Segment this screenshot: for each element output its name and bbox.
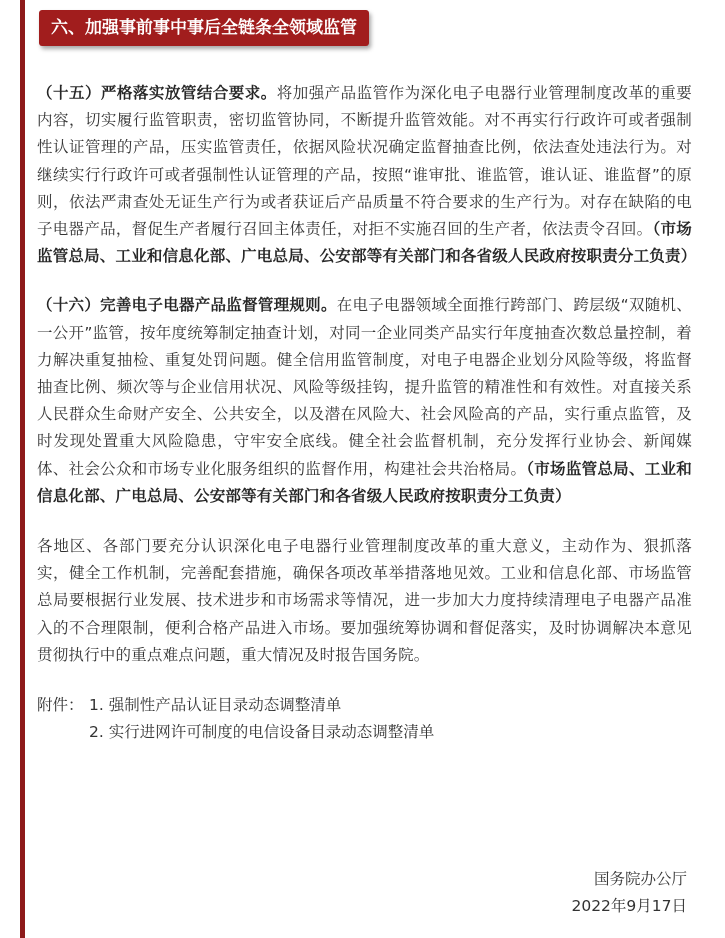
item-16-body: 在电子电器领域全面推行跨部门、跨层级“双随机、一公开”监管，按年度统筹制定抽查计划，对同一企业同类产品实行年度抽查次数总量控制，着力解决重复抽检、重复处罚问题。健全信用监管制度，对电子电器企业划分风险等级，将监督抽查比例、频次等与企业信用状况、风险等级挂钩，提升监管的精准性和有效性。对直接关系人民群众生命财产安全、公共安全，以及潜在风险大、社会风险高的产品，实行重点监管，及时发现处置重大风险隐患，守牢安全底线。健全社会监督机制，充分发挥行业协会、新闻媒体、社会公众和市场专业化服务组织的监督作用，构建社会共治格局。 (37, 296, 692, 478)
attachment-item: 2. 实行进网许可制度的电信设备目录动态调整清单 (89, 723, 435, 742)
closing-paragraph: 各地区、各部门要充分认识深化电子电器行业管理制度改革的重大意义，主动作为、狠抓落实，健全工作机制，完善配套措施，确保各项改革举措落地见效。工业和信息化部、市场监管总局要根据行业发展、技术进步和市场需求等情况，进一步加大力度持续清理电子电器产品准入的不合理限制，便利合格产品进入市场。要加强统筹协调和督促落实，及时协调解决本意见贯彻执行中的重点难点问题，重大情况及时报告国务院。 (37, 537, 692, 664)
attachment-item: 1. 强制性产品认证目录动态调整清单 (89, 696, 342, 715)
attachments-label: 附件： (37, 696, 84, 715)
item-15-heading: （十五）严格落实放管结合要求。 (37, 84, 277, 102)
paragraph-item-16 (37, 292, 692, 510)
section-title: 六、加强事前事中事后全链条全领域监管 (51, 18, 357, 38)
signature-block (571, 866, 687, 920)
attachments-list (37, 692, 692, 746)
article-content (37, 80, 697, 746)
section-title-banner (39, 10, 369, 46)
paragraph-item-15 (37, 80, 697, 270)
issue-date: 2022年9月17日 (571, 897, 687, 915)
item-16-heading: （十六）完善电子电器产品监督管理规则。 (37, 296, 337, 315)
left-accent-rule (20, 0, 25, 938)
issuer-name: 国务院办公厅 (593, 870, 687, 888)
item-16-responsible: （市场监管总局、工业和信息化部、广电总局、公安部等有关部门和各省级人民政府按职责分工负责） (37, 459, 693, 505)
item-15-body: 将加强产品监管作为深化电子电器行业管理制度改革的重要内容，切实履行监管职责，密切监管协同，不断提升监管效能。对不再实行行政许可或者强制性认证管理的产品，压实监管责任，依据风险状况确定监督抽查比例，依法查处违法行为。对继续实行行政许可或者强制性认证管理的产品，按照“谁审批、谁监管，谁认证、谁监督”的原则，依法严肃查处无证生产行为或者获证后产品质量不符合要求的生产行为。对存在缺陷的电子电器产品，督促生产者履行召回主体责任，对拒不实施召回的生产者，依法责令召回。 (37, 84, 692, 239)
item-15-responsible: （市场监管总局、工业和信息化部、广电总局、公安部等有关部门和各省级人民政府按职责分工负责） (37, 220, 697, 266)
